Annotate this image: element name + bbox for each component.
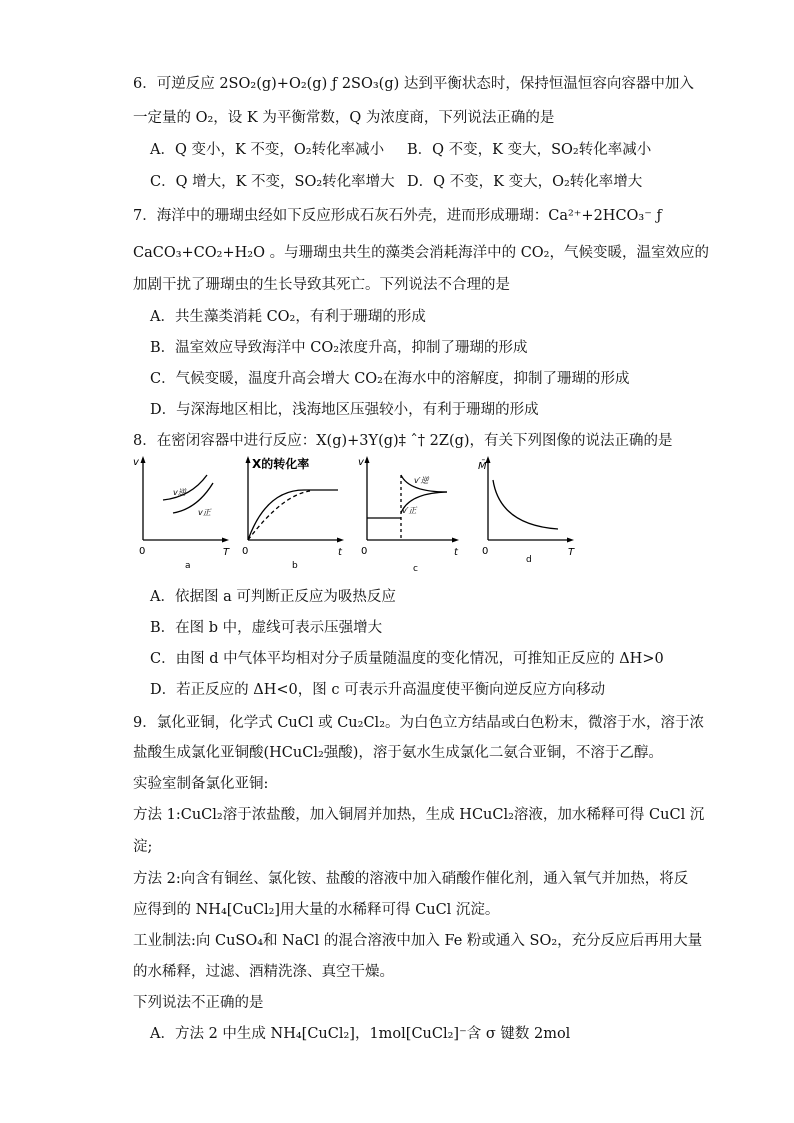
fig-d-origin: 0 bbox=[482, 546, 489, 557]
q7-option-c: C．气候变暖，温度升高会增大 CO₂在海水中的溶解度，抑制了珊瑚的形成 bbox=[150, 371, 630, 387]
q7-stem-line2: CaCO₃+CO₂+H₂O 。与珊瑚虫共生的藻类会消耗海洋中的 CO₂，气候变暖，温室效应的 bbox=[133, 245, 709, 261]
fig-a-origin: 0 bbox=[139, 546, 146, 557]
q9-industrial-line2: 的水稀释，过滤、酒精洗涤、真空干燥。 bbox=[133, 964, 394, 980]
fig-c-caption: c bbox=[413, 564, 418, 574]
figure-d bbox=[478, 455, 578, 574]
fig-d-y-label: M̄ bbox=[478, 461, 487, 472]
q9-stem-line2: 盐酸生成氯化亚铜酸(HCuCl₂强酸)，溶于氨水生成氯化二氨合亚铜，不溶于乙醇。 bbox=[133, 745, 663, 761]
q7-option-d: D．与深海地区相比，浅海地区压强较小，有利于珊瑚的形成 bbox=[150, 402, 539, 418]
figure-a bbox=[133, 455, 233, 574]
q7-stem-line1: 7．海洋中的珊瑚虫经如下反应形成石灰石外壳，进而形成珊瑚：Ca²⁺+2HCO₃⁻ ƒ bbox=[133, 208, 662, 224]
fig-b-x-arrow bbox=[337, 538, 344, 543]
fig-b-origin: 0 bbox=[242, 546, 249, 557]
q8-option-c: C．由图 d 中气体平均相对分子质量随温度的变化情况，可推知正反应的 ΔH>0 bbox=[150, 651, 664, 667]
q8-stem: 8．在密闭容器中进行反应：X(g)+3Y(g)‡ ˆ† 2Z(g)，有关下列图像的说法正确的是 bbox=[133, 433, 673, 449]
q6-option-c: C．Q 增大，K 不变，SO₂转化率增大 bbox=[150, 174, 395, 190]
fig-d-curve bbox=[493, 480, 558, 529]
fig-b-caption: b bbox=[292, 561, 298, 571]
fig-a-y-label: v bbox=[133, 457, 139, 468]
q9-method1-line2: 淀; bbox=[133, 839, 153, 855]
fig-d-x-label: T bbox=[568, 547, 575, 558]
fig-c-y-arrow bbox=[365, 456, 370, 463]
q7-stem-line3: 加剧干扰了珊瑚虫的生长导致其死亡。下列说法不合理的是 bbox=[133, 277, 510, 293]
q7-option-b: B．温室效应导致海洋中 CO₂浓度升高，抑制了珊瑚的形成 bbox=[150, 340, 528, 356]
fig-c-y-label: v bbox=[358, 457, 364, 468]
fig-a-series2-label: v正 bbox=[198, 508, 211, 517]
fig-a-series1-label: v逆 bbox=[173, 488, 186, 497]
q6-option-d: D．Q 不变，K 变大，O₂转化率增大 bbox=[407, 174, 643, 190]
fig-b-y-arrow bbox=[246, 456, 251, 463]
figure-b bbox=[238, 455, 348, 574]
q6-option-b: B．Q 不变，K 变大，SO₂转化率减小 bbox=[407, 142, 652, 158]
fig-d-x-arrow bbox=[567, 538, 574, 543]
fig-c-x-label: t bbox=[454, 547, 458, 558]
fig-b-y-title: X的转化率 bbox=[252, 457, 310, 471]
fig-a-caption: a bbox=[185, 561, 191, 571]
q8-option-d: D．若正反应的 ΔH<0，图 c 可表示升高温度使平衡向逆反应方向移动 bbox=[150, 682, 606, 698]
q9-option-a: A．方法 2 中生成 NH₄[CuCl₂]，1mol[CuCl₂]⁻含 σ 键数 2mol bbox=[150, 1026, 571, 1042]
figure-c bbox=[357, 455, 467, 577]
fig-a-x-arrow bbox=[222, 538, 229, 543]
q6-stem-line1: 6．可逆反应 2SO₂(g)+O₂(g) ƒ 2SO₃(g) 达到平衡状态时，保持恒温恒容向容器中加入 bbox=[133, 76, 694, 92]
fig-c-origin: 0 bbox=[361, 546, 368, 557]
q6-stem-line2: 一定量的 O₂，设 K 为平衡常数，Q 为浓度商，下列说法正确的是 bbox=[133, 110, 555, 126]
q6-option-a: A．Q 变小，K 不变，O₂转化率减小 bbox=[150, 142, 385, 158]
fig-c-series2-label: v′正 bbox=[402, 506, 417, 515]
fig-c-series1-label: v′逆 bbox=[414, 476, 429, 485]
fig-d-caption: d bbox=[526, 555, 532, 565]
q9-stem-line3: 实验室制备氯化亚铜: bbox=[133, 776, 269, 792]
q7-option-a: A．共生藻类消耗 CO₂，有利于珊瑚的形成 bbox=[150, 309, 426, 325]
q9-method2-line1: 方法 2:向含有铜丝、氯化铵、盐酸的溶液中加入硝酸作催化剂，通入氧气并加热，将反 bbox=[133, 871, 689, 887]
q8-option-a: A．依据图 a 可判断正反应为吸热反应 bbox=[150, 589, 396, 605]
q9-stem-line1: 9．氯化亚铜，化学式 CuCl 或 Cu₂Cl₂。为白色立方结晶或白色粉末，微溶于水，溶于浓 bbox=[133, 715, 705, 731]
fig-b-curve-solid bbox=[248, 490, 338, 540]
q9-method2-line2: 应得到的 NH₄[CuCl₂]用大量的水稀释可得 CuCl 沉淀。 bbox=[133, 902, 500, 918]
q9-industrial-line1: 工业制法:向 CuSO₄和 NaCl 的混合溶液中加入 Fe 粉或通入 SO₂，充分反应后再用大量 bbox=[133, 933, 703, 949]
q8-option-b: B．在图 b 中，虚线可表示压强增大 bbox=[150, 620, 383, 636]
q9-method1-line1: 方法 1:CuCl₂溶于浓盐酸，加入铜屑并加热，生成 HCuCl₂溶液，加水稀释可得 CuCl 沉 bbox=[133, 807, 705, 823]
fig-a-y-arrow bbox=[141, 456, 146, 463]
fig-c-x-arrow bbox=[452, 538, 459, 543]
q9-question: 下列说法不正确的是 bbox=[133, 995, 264, 1011]
fig-b-x-label: t bbox=[338, 547, 342, 558]
fig-b-curve-dashed bbox=[248, 491, 310, 540]
fig-a-x-label: T bbox=[223, 547, 230, 558]
